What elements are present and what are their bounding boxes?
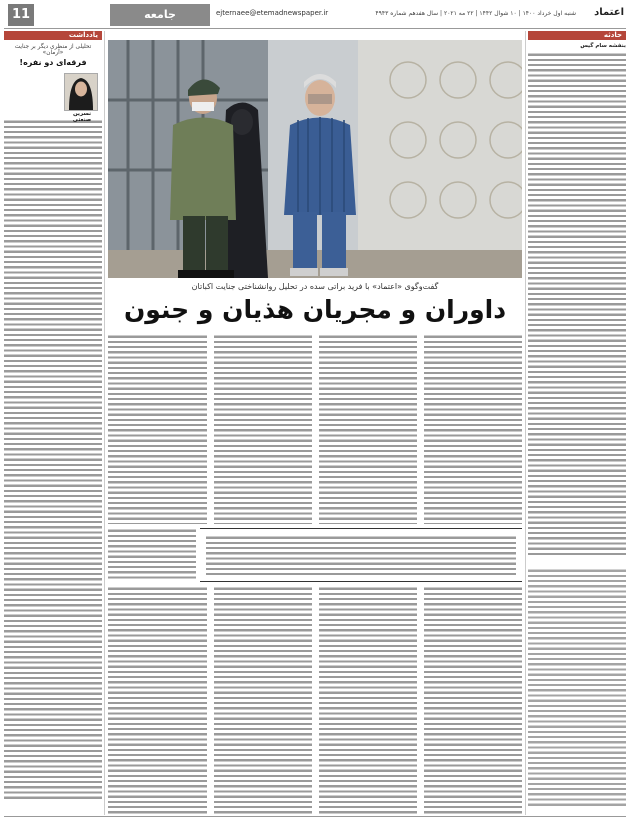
body-column-7	[214, 586, 312, 815]
left-column-label: یادداشت	[4, 31, 102, 40]
right-column-author: بنفشه سام گیس	[580, 43, 626, 49]
body-column-4-continued	[108, 528, 196, 580]
right-column-label: حادثه	[528, 31, 626, 40]
header-divider	[4, 28, 626, 29]
note-title: فرقه‌ای دو نفره!	[19, 58, 87, 67]
note-kicker: تحلیلی از منظری دیگر بر جنایت «آرمان»	[14, 44, 92, 56]
body-column-4	[108, 334, 207, 524]
body-column-8	[108, 586, 207, 815]
author-avatar	[64, 73, 98, 111]
newspaper-logo: اعتماد	[594, 7, 624, 18]
article-headline: داوران و مجریان هذیان و جنون	[123, 295, 507, 324]
section-name: جامعه	[110, 4, 210, 26]
article-body-lower	[108, 586, 522, 815]
email-address[interactable]: ejternaee@etemadnewspaper.ir	[216, 9, 329, 17]
body-column-2	[319, 334, 417, 524]
article-body-upper	[108, 334, 522, 524]
author-portrait-icon	[65, 74, 97, 110]
dateline: شنبه اول خرداد ۱۴۰۰ | ۱۰ شوال ۱۴۴۲ | ۲۲ مه ۲۰۲۱ | سال هفدهم شماره ۴۹۴۳	[375, 10, 576, 17]
news-photo	[108, 40, 522, 278]
note-body-text	[4, 119, 102, 799]
column-divider	[104, 31, 105, 815]
right-column-qa-text	[528, 568, 626, 806]
column-divider	[525, 31, 526, 815]
body-column-6	[319, 586, 417, 815]
page-number: 11	[8, 4, 34, 26]
pull-quote	[200, 528, 522, 582]
photo-illustration	[108, 40, 522, 278]
right-column-body-text	[528, 52, 626, 558]
page-header	[4, 4, 626, 26]
footer-divider	[4, 816, 626, 817]
right-column	[528, 31, 626, 815]
article-kicker: گفت‌وگوی «اعتماد» با فرید براتی سده در تحلیل روانشناختی جنایت اکباتان	[191, 282, 439, 291]
body-column-1	[424, 334, 522, 524]
left-column	[4, 31, 102, 815]
body-column-5	[424, 586, 522, 815]
author-name: نسرین صنعتی	[72, 111, 92, 123]
body-column-3	[214, 334, 312, 524]
pull-quote-text	[206, 535, 516, 575]
